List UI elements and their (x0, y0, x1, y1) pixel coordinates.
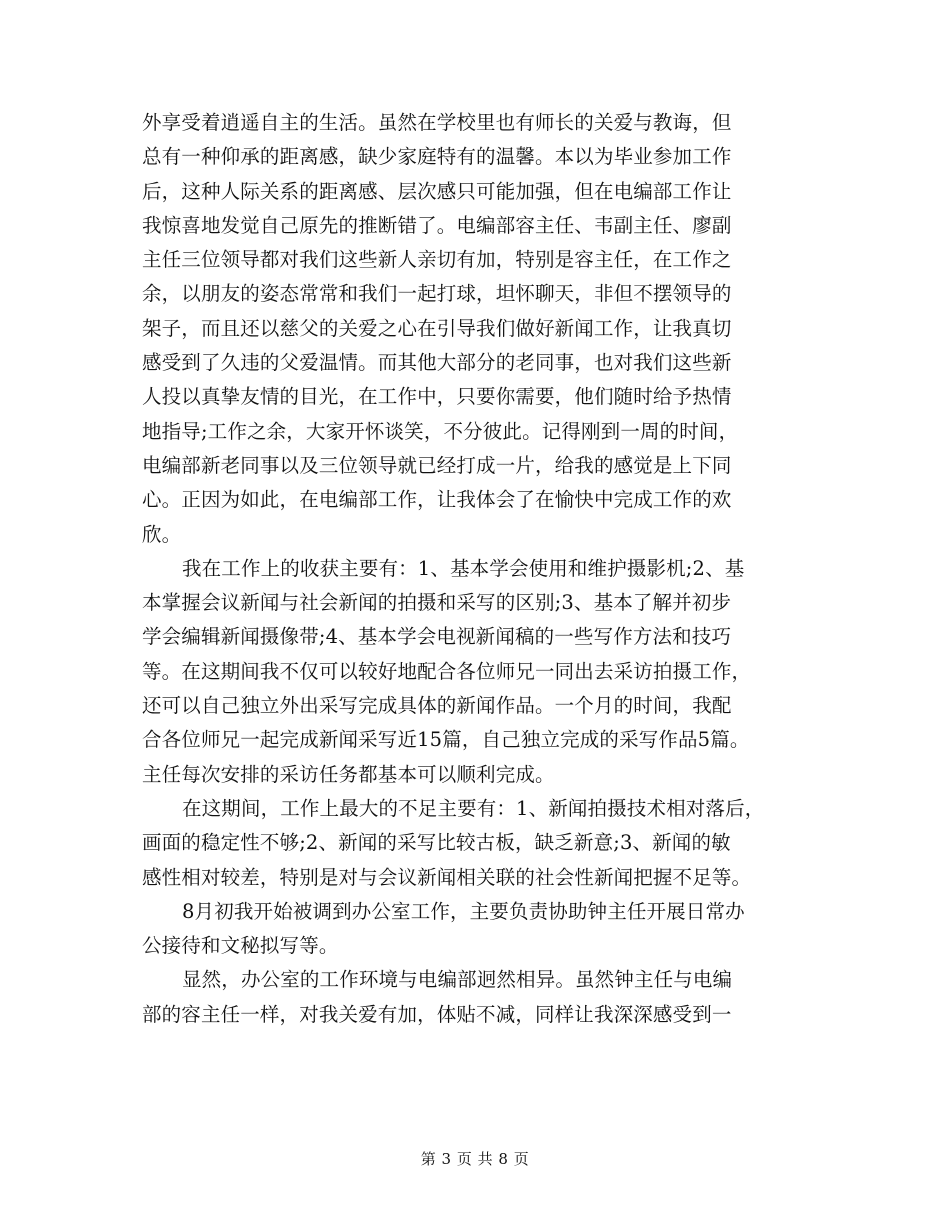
text-line: 余，以朋友的姿态常常和我们一起打球，坦怀聊天，非但不摆领导的 (142, 282, 732, 306)
text-line: 还可以自己独立外出采写完成具体的新闻作品。一个月的时间，我配 (142, 694, 732, 718)
text-line: 学会编辑新闻摄像带;4、基本学会电视新闻稿的一些写作方法和技巧 (142, 625, 732, 649)
text-line: 我惊喜地发觉自己原先的推断错了。电编部容主任、韦副主任、廖副 (142, 213, 732, 237)
text-line: 本掌握会议新闻与社会新闻的拍摄和采写的区别;3、基本了解并初步 (142, 591, 732, 615)
text-line: 后，这种人际关系的距离感、层次感只可能加强，但在电编部工作让 (142, 179, 732, 203)
paragraph-start-line: 8月初我开始被调到办公室工作，主要负责协助钟主任开展日常办 (182, 899, 745, 923)
text-line: 等。在这期间我不仅可以较好地配合各位师兄一同出去采访拍摄工作， (142, 659, 752, 683)
text-line: 画面的稳定性不够;2、新闻的采写比较古板，缺乏新意;3、新闻的敏 (142, 831, 731, 855)
text-line: 公接待和文秘拟写等。 (142, 934, 339, 958)
page-footer: 第 3 页 共 8 页 (420, 1150, 530, 1168)
text-line: 欣。 (142, 522, 182, 546)
text-line: 合各位师兄一起完成新闻采写近15篇，自己独立完成的采写作品5篇。 (142, 728, 750, 752)
paragraph-start-line: 我在工作上的收获主要有：1、基本学会使用和维护摄影机;2、基 (182, 556, 745, 580)
text-line: 架子，而且还以慈父的关爱之心在引导我们做好新闻工作，让我真切 (142, 316, 732, 340)
paragraph-start-line: 在这期间，工作上最大的不足主要有：1、新闻拍摄技术相对落后， (182, 796, 765, 820)
text-line: 感受到了久违的父爱温情。而其他大部分的老同事，也对我们这些新 (142, 351, 732, 375)
text-line: 电编部新老同事以及三位领导就已经打成一片，给我的感觉是上下同 (142, 453, 732, 477)
text-line: 外享受着逍遥自主的生活。虽然在学校里也有师长的关爱与教诲，但 (142, 111, 732, 134)
text-line: 主任每次安排的采访任务都基本可以顺利完成。 (142, 762, 555, 786)
text-line: 感性相对较差，特别是对与会议新闻相关联的社会性新闻把握不足等。 (142, 865, 752, 889)
paragraph-start-line: 显然，办公室的工作环境与电编部迥然相异。虽然钟主任与电编 (182, 968, 733, 992)
body-text (142, 106, 832, 1032)
text-line: 部的容主任一样，对我关爱有加，体贴不减，同样让我深深感受到一 (142, 1002, 732, 1026)
text-line: 总有一种仰承的距离感，缺少家庭特有的温馨。本以为毕业参加工作 (142, 145, 732, 169)
text-line: 心。正因为如此，在电编部工作，让我体会了在愉快中完成工作的欢 (142, 488, 732, 512)
text-line: 主任三位领导都对我们这些新人亲切有加，特别是容主任，在工作之 (142, 248, 732, 272)
text-line: 人投以真挚友情的目光，在工作中，只要你需要，他们随时给予热情 (142, 385, 732, 409)
text-line: 地指导;工作之余，大家开怀谈笑，不分彼此。记得刚到一周的时间， (142, 419, 739, 443)
